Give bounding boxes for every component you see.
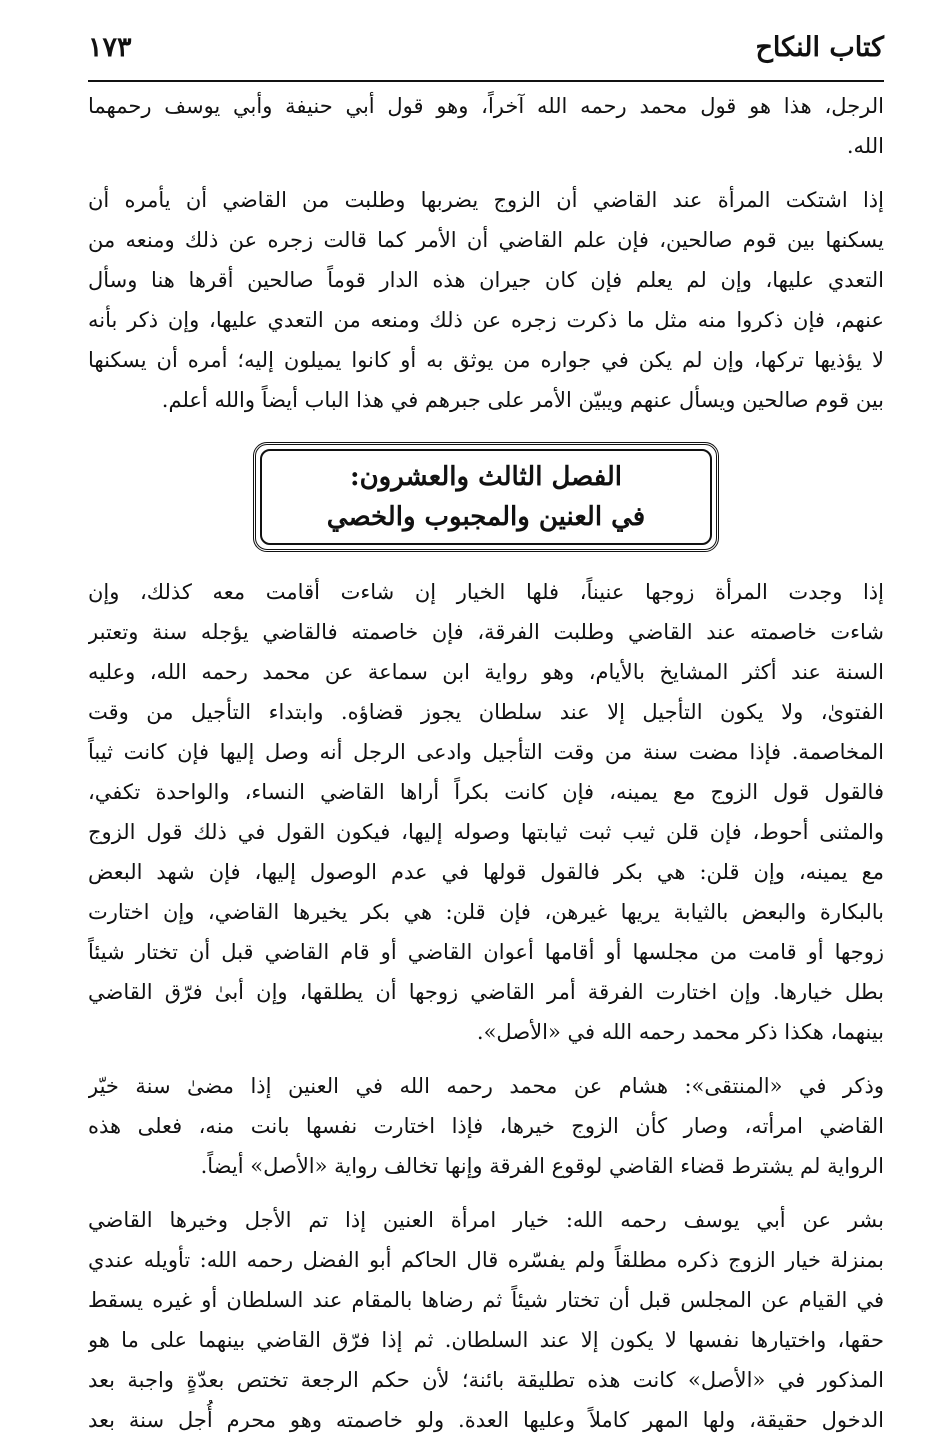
text-line: بشر عن أبي يوسف رحمه الله: خيار امرأة العنين إذا تم الأجل وخيرها القاضي [88,1208,884,1232]
text-line: الدخول حقيقة، ولها المهر كاملاً وعليها العدة. ولو خاصمته وهو محرم أُجل سنة بعد [88,1408,884,1432]
text-line: القاضي امرأته، وصار كأن الزوج خيرها، فإذا اختارت نفسها بانت منه، فعلى هذه [88,1114,884,1138]
chapter-subtitle: في العنين والمجبوب والخصي [326,502,646,532]
paragraph-4 [88,1066,884,1186]
text-line: بطل خيارها. وإن اختارت الفرقة أمر القاضي زوجها أن يطلقها، وإن أبىٰ فرّق القاضي [88,980,884,1004]
text-line: بين قوم صالحين ويسأل عنهم ويبيّن الأمر على جبرهم في هذا الباب أيضاً والله أعلم. [161,388,884,412]
text-line: التعدي عليها، وإن لم يعلم فإن كان جيران هذه الدار قوماً صالحين أقرها هنا وسأل [88,268,884,292]
text-line: شاءت خاصمته عند القاضي وطلبت الفرقة، فإن خاصمته فالقاضي يؤجله سنة وتعتبر [88,620,884,644]
text-line: يسكنها بين قوم صالحين، فإن علم القاضي أن الأمر كما قالت زجره عن ذلك ومنعه من [88,228,884,252]
text-line: فالقول قول الزوج مع يمينه، فإن كانت بكراً أراها القاضي النساء، والواحدة تكفي، [88,780,884,804]
text-line: الله. [846,134,884,158]
text-line: السنة عند أكثر المشايخ بالأيام، وهو رواية ابن سماعة عن محمد رحمه الله، وعليه [88,660,884,684]
text-line: الرجل، هذا هو قول محمد رحمه الله آخراً، وهو قول أبي حنيفة وأبي يوسف رحمهما [88,94,884,118]
text-line: زوجها أو قامت من مجلسها أو أقامها أعوان القاضي أو قام القاضي قبل أن تختار شيئاً [88,940,884,964]
text-line: في القيام عن المجلس قبل أن تختار شيئاً ثم رضاها بالمقام عند السلطان أو غيره يسقط [88,1288,884,1312]
text-line: عنهم، فإن ذكروا منه مثل ما ذكرت زجره عن ذلك ومنعه من التعدي عليها، وإن ذكر بأنه [88,308,884,332]
paragraph-2 [88,180,884,420]
text-line: وذكر في «المنتقى»: هشام عن محمد رحمه الله في العنين إذا مضىٰ سنة خيّر [88,1074,884,1098]
paragraph-5 [88,1200,884,1440]
paragraph-1 [88,86,884,166]
text-line: الرواية لم يشترط قضاء القاضي لوقوع الفرقة وإنها تخالف رواية «الأصل» أيضاً. [200,1154,884,1178]
text-line: حقها، واختيارها نفسها لا يكون إلا عند السلطان. ثم إذا فرّق القاضي بينهما على ما هو [88,1328,884,1352]
page-header [88,28,884,82]
text-line: بالبكارة والبعض بالثيابة يريها غيرهن، فإن قلن: هي بكر يخيرها القاضي، وإن اختارت [88,900,884,924]
text-line: المخاصمة. فإذا مضت سنة من وقت التأجيل وادعى الرجل أنه وصل إليها فإن كانت ثيباً [88,740,884,764]
text-line: مع يمينه، وإن قلن: هي بكر فالقول قولها في عدم الوصول إليها، فإن شهد البعض [88,860,884,884]
text-line: والمثنى أحوط، فإن قلن ثيب ثبت ثيابتها وصوله إليها، فيكون القول في ذلك قول الزوج [88,820,884,844]
chapter-title: الفصل الثالث والعشرون: [349,462,623,492]
running-title: كتاب النكاح [755,32,884,63]
text-line: بمنزلة خيار الزوج ذكره مطلقاً ولم يفسّره قال الحاكم أبو الفضل رحمه الله: تأويله عندي [88,1248,884,1272]
text-line: إذا وجدت المرأة زوجها عنيناً، فلها الخيار إن شاءت أقامت معه كذلك، وإن [88,580,884,604]
paragraph-3 [88,572,884,1052]
chapter-heading-box [253,442,719,552]
page-body [88,86,884,1440]
text-line: المذكور في «الأصل» كانت هذه تطليقة بائنة؛ لأن حكم الرجعة تختص بعدّةٍ واجبة بعد [88,1368,884,1392]
text-line: لا يؤذيها تركها، وإن لم يكن في جواره من يوثق به أو كانوا يميلون إليه؛ أمره أن يسكنها [88,348,884,372]
text-line: إذا اشتكت المرأة عند القاضي أن الزوج يضربها وطلبت من القاضي أن يأمره أن [88,188,884,212]
text-line: الفتوىٰ، ولا يكون التأجيل إلا عند سلطان يجوز قضاؤه. وابتداء التأجيل من وقت [88,700,884,724]
page-number: ١٧٣ [88,32,132,63]
text-line: بينهما، هكذا ذكر محمد رحمه الله في «الأصل». [476,1020,884,1044]
